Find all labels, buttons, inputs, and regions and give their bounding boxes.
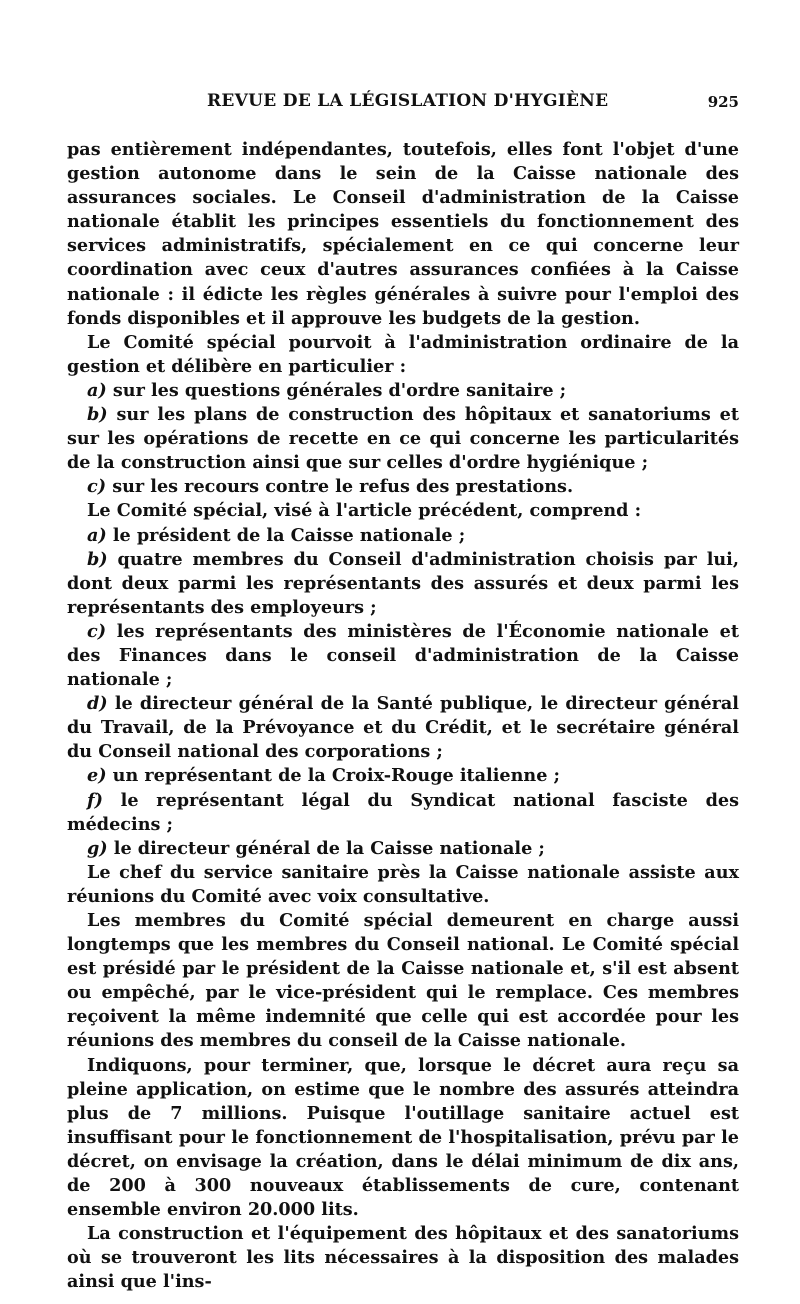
item-label: d) (87, 693, 108, 715)
item-label: c) (87, 620, 107, 642)
item-label: a) (87, 524, 107, 546)
page-header (67, 91, 739, 117)
item-label: a) (87, 379, 107, 401)
body-text (67, 138, 739, 1295)
item-label: f) (87, 789, 103, 811)
list-item: c) les représentants des ministères de l'Économie nationale et des Finances dans le conseil d'administration de la Caisse nationale ; (67, 620, 739, 691)
paragraph: Le Comité spécial, visé à l'article précédent, comprend : (87, 500, 642, 522)
paragraph: Le chef du service sanitaire près la Caisse nationale assiste aux réunions du Comité avec voix consultative. (67, 861, 739, 907)
item-label: g) (87, 837, 108, 859)
paragraph: pas entièrement indépendantes, toutefois, elles font l'objet d'une gestion autonome dans le sein de la Caisse nationale des assurances sociales. Le Conseil d'administration de la Caisse nationale établit les principes essentiels du fonctionnement des services administratifs, spécialement en ce qui concerne leur coordination avec ceux d'autres assurances confiées à la Caisse nationale : il édicte les règles générales à suivre pour l'emploi des fonds disponibles et il approuve les budgets de la gestion. (67, 139, 739, 329)
running-title: REVUE DE LA LÉGISLATION D'HYGIÈNE (207, 91, 609, 111)
item-label: c) (87, 476, 107, 498)
paragraph: Indiquons, pour terminer, que, lorsque le décret aura reçu sa pleine application, on estime que le nombre des assurés atteindra plus de 7 millions. Puisque l'outillage sanitaire actuel est insuffisant pour le fonctionnement de l'hospitalisation, prévu par le décret, on envisage la création, dans le délai minimum de dix ans, de 200 à 300 nouveaux établissements de cure, contenant ensemble environ 20.000 lits. (67, 1054, 739, 1221)
item-label: b) (87, 404, 108, 426)
list-item: f) le représentant légal du Syndicat national fasciste des médecins ; (67, 789, 739, 835)
list-item: g) le directeur général de la Caisse nationale ; (87, 837, 545, 859)
page-number: 925 (707, 93, 739, 111)
paragraph: Le Comité spécial pourvoit à l'administration ordinaire de la gestion et délibère en particulier : (67, 331, 739, 377)
list-item: c) sur les recours contre le refus des prestations. (87, 476, 574, 498)
list-item: e) un représentant de la Croix-Rouge italienne ; (87, 765, 561, 787)
list-item: a) le président de la Caisse nationale ; (87, 524, 466, 546)
list-item: b) sur les plans de construction des hôpitaux et sanatoriums et sur les opérations de recette en ce qui concerne les particularités de la construction ainsi que sur celles d'ordre hygiénique ; (67, 404, 739, 474)
item-label: b) (87, 548, 108, 570)
paragraph: La construction et l'équipement des hôpitaux et des sanatoriums où se trouveront les lits nécessaires à la disposition des malades ainsi que l'ins- (67, 1223, 739, 1293)
item-label: e) (87, 765, 107, 787)
list-item: a) sur les questions générales d'ordre sanitaire ; (87, 379, 567, 401)
paragraph: Les membres du Comité spécial demeurent en charge aussi longtemps que les membres du Conseil national. Le Comité spécial est présidé par le président de la Caisse nationale et, s'il est absent ou empêché, par le vice-président qui le remplace. Ces membres reçoivent la même indemnité que celle qui est accordée pour les réunions des membres du conseil de la Caisse nationale. (67, 910, 739, 1052)
list-item: b) quatre membres du Conseil d'administration choisis par lui, dont deux parmi les représentants des assurés et deux parmi les représentants des employeurs ; (67, 548, 739, 618)
list-item: d) le directeur général de la Santé publique, le directeur général du Travail, de la Prévoyance et du Crédit, et le secrétaire général du Conseil national des corporations ; (67, 693, 739, 763)
